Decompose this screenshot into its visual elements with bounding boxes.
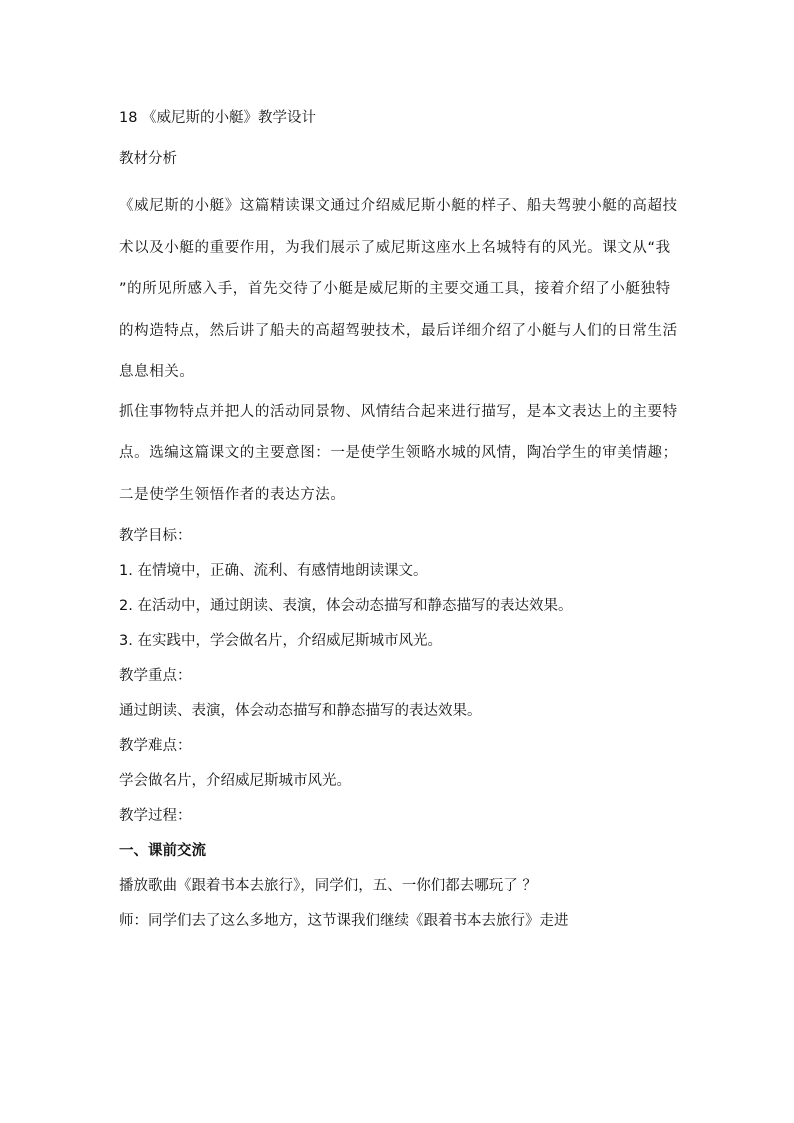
- process-step-1-text: 播放歌曲《跟着书本去旅行》，同学们，五、一你们都去哪玩了 ？: [119, 878, 537, 894]
- paragraph-analysis-1: 《威尼斯的小艇》这篇精读课文通过介绍威尼斯小艇的样子、船夫驾驶小艇的高超技术以及小艇的重要作用，为我们展示了威尼斯这座水上名城特有的风光。课文从“我 ”的所见所感入手，首先交待了小艇是威尼斯的主要交通工具，接着介绍了小艇独特的构造特点，然后讲了船夫的高超驾驶技术，最后详细介绍了小艇与人们的日常生活息息相关。: [119, 198, 678, 380]
- goal-item-1: 1. 在情境中，正确、流利、有感情地朗读课文。: [119, 563, 428, 579]
- section-heading-difficulties: 教学难点：: [119, 738, 192, 754]
- process-step-1-heading: 一、课前交流: [119, 843, 206, 859]
- goal-item-3: 3. 在实践中，学会做名片，介绍威尼斯城市风光。: [119, 633, 442, 649]
- document-body: [119, 104, 679, 936]
- section-heading-goals: 教学目标：: [119, 528, 192, 544]
- section-heading-process: 教学过程：: [119, 808, 192, 824]
- document-title: 18 《威尼斯的小艇》教学设计: [119, 110, 317, 126]
- difficulties-text: 学会做名片，介绍威尼斯城市风光。: [119, 773, 351, 789]
- paragraph-analysis-2: 抓住事物特点并把人的活动同景物、风情结合起来进行描写，是本文表达上的主要特点。选编这篇课文的主要意图：一是使学生领略水城的风情，陶冶学生的审美情趣；二是使学生领悟作者的表达方法。: [119, 403, 678, 503]
- teacher-line: 师：同学们去了这么多地方，这节课我们继续《跟着书本去旅行》走进: [119, 913, 569, 929]
- section-heading-analysis: 教材分析: [119, 151, 177, 167]
- section-heading-key-points: 教学重点：: [119, 668, 192, 684]
- key-points-text: 通过朗读、表演，体会动态描写和静态描写的表达效果。: [119, 703, 482, 719]
- goal-item-2: 2. 在活动中，通过朗读、表演，体会动态描写和静态描写的表达效果。: [119, 598, 573, 614]
